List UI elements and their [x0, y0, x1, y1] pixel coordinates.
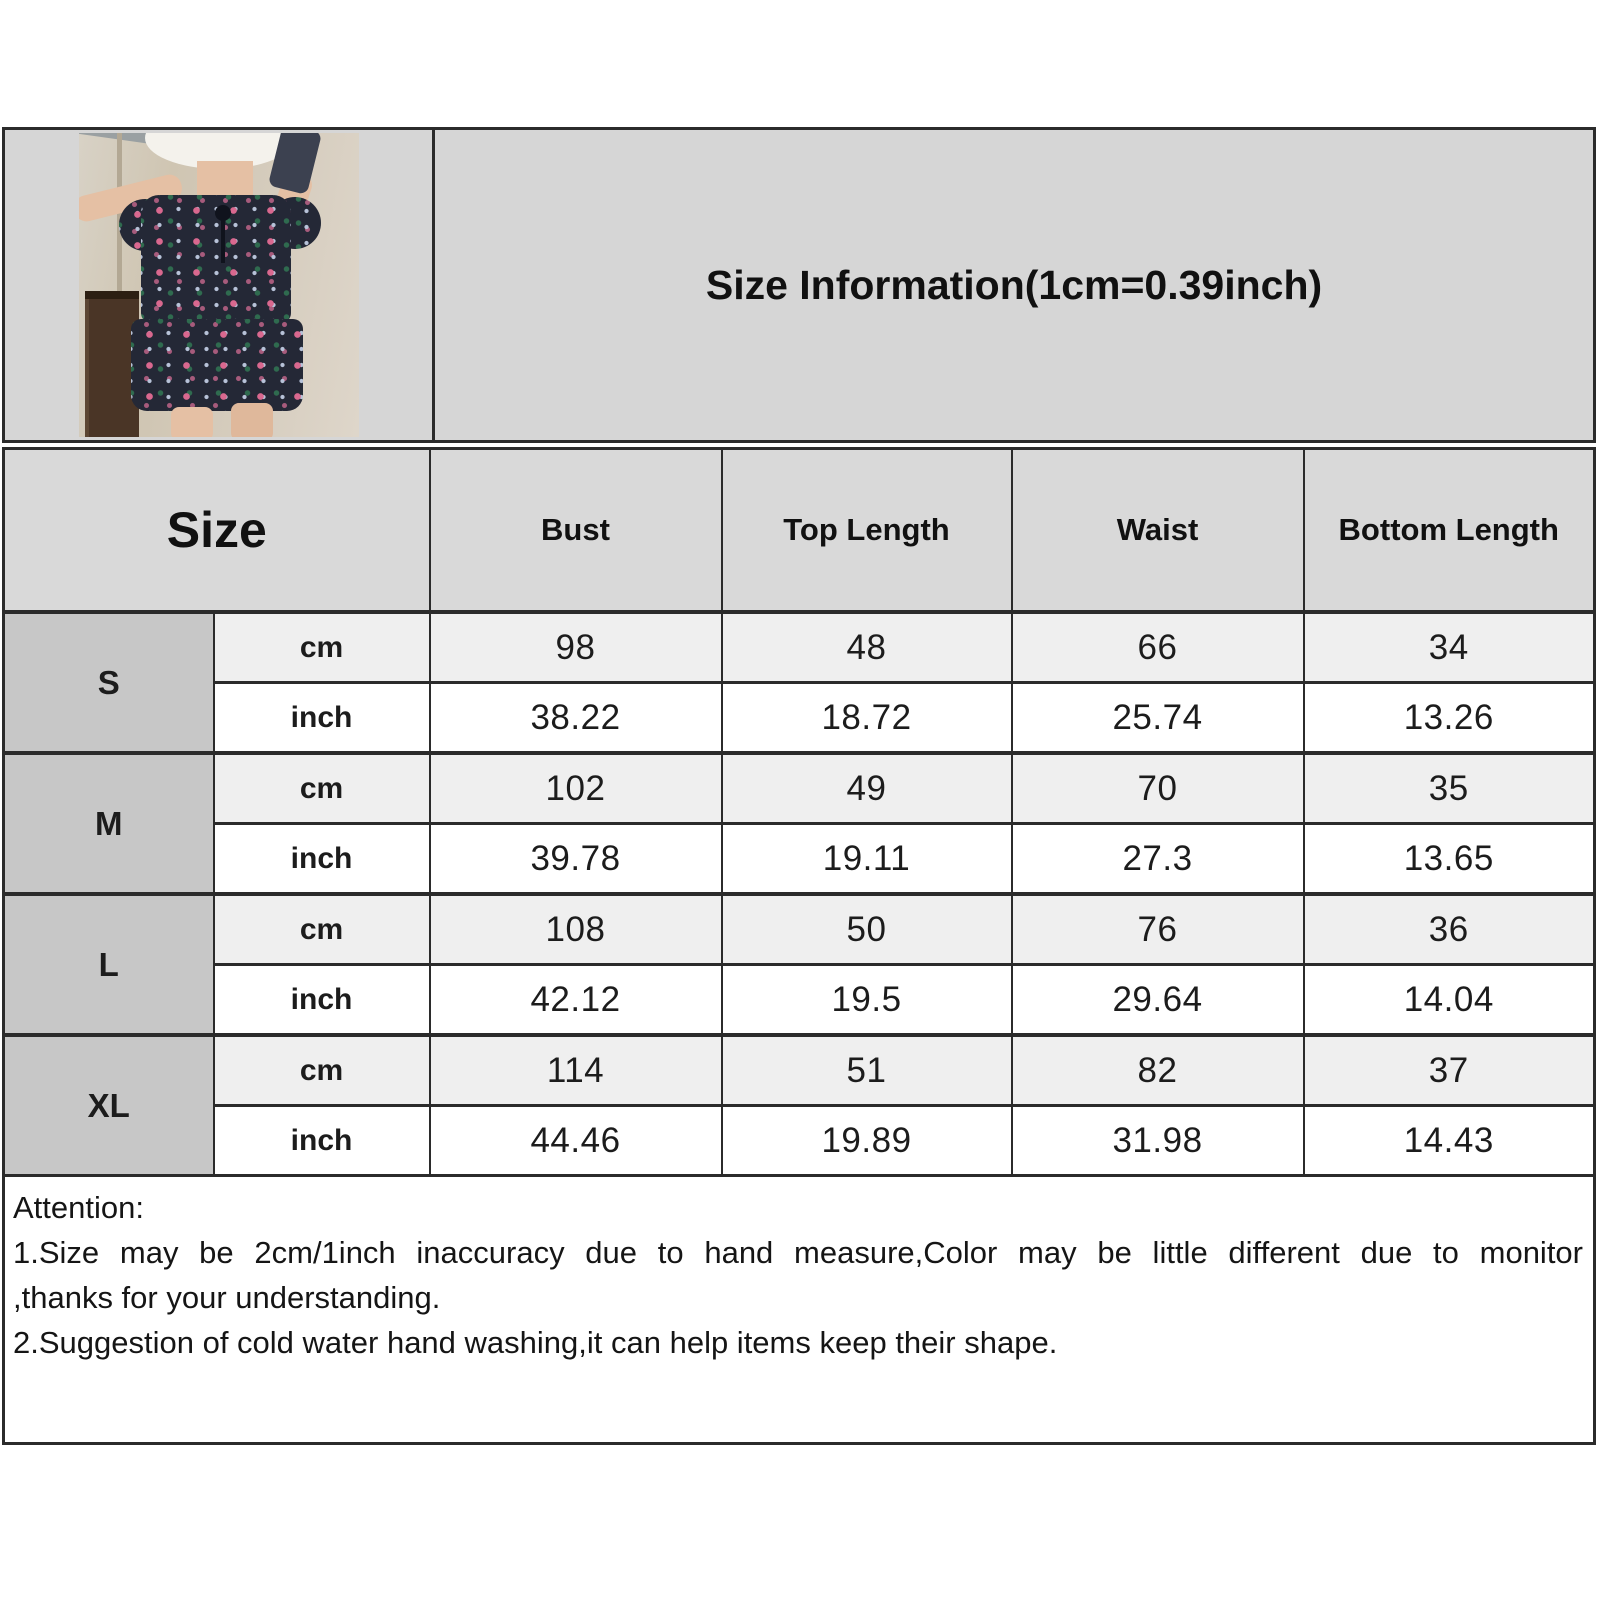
- value-cell: 102: [430, 753, 722, 824]
- unit-label: inch: [214, 824, 430, 895]
- unit-label: cm: [214, 894, 430, 965]
- value-cell: 44.46: [430, 1106, 722, 1176]
- column-header-bottom-length: Bottom Length: [1304, 449, 1595, 613]
- table-row: [4, 1035, 1595, 1106]
- tie-bow: [215, 205, 231, 221]
- photo-cell: [5, 130, 435, 440]
- unit-label: cm: [214, 753, 430, 824]
- value-cell: 27.3: [1012, 824, 1304, 895]
- model-left-leg: [171, 407, 213, 437]
- column-header-top-length: Top Length: [722, 449, 1012, 613]
- table-row: [4, 965, 1595, 1036]
- product-photo: [79, 133, 359, 437]
- value-cell: 19.11: [722, 824, 1012, 895]
- value-cell: 39.78: [430, 824, 722, 895]
- attention-heading: Attention:: [13, 1190, 144, 1225]
- value-cell: 108: [430, 894, 722, 965]
- value-cell: 34: [1304, 612, 1595, 683]
- table-row: [4, 612, 1595, 683]
- size-header: Size: [4, 449, 430, 613]
- value-cell: 31.98: [1012, 1106, 1304, 1176]
- table-header-row: [4, 449, 1595, 613]
- unit-label: inch: [214, 683, 430, 754]
- value-cell: 42.12: [430, 965, 722, 1036]
- attention-line-2: ,thanks for your understanding.: [13, 1280, 441, 1315]
- unit-label: inch: [214, 1106, 430, 1176]
- value-cell: 25.74: [1012, 683, 1304, 754]
- value-cell: 50: [722, 894, 1012, 965]
- value-cell: 98: [430, 612, 722, 683]
- size-label-l: L: [4, 894, 214, 1035]
- value-cell: 66: [1012, 612, 1304, 683]
- page-title: Size Information(1cm=0.39inch): [705, 261, 1323, 308]
- attention-note: [2, 1177, 1596, 1445]
- unit-label: cm: [214, 1035, 430, 1106]
- unit-label: inch: [214, 965, 430, 1036]
- value-cell: 14.43: [1304, 1106, 1595, 1176]
- table-row: [4, 824, 1595, 895]
- size-label-xl: XL: [4, 1035, 214, 1176]
- value-cell: 14.04: [1304, 965, 1595, 1036]
- value-cell: 51: [722, 1035, 1012, 1106]
- value-cell: 82: [1012, 1035, 1304, 1106]
- value-cell: 13.65: [1304, 824, 1595, 895]
- size-chart-sheet: [2, 127, 1596, 1445]
- attention-line-3: 2.Suggestion of cold water hand washing,it can help items keep their shape.: [13, 1325, 1058, 1360]
- value-cell: 114: [430, 1035, 722, 1106]
- unit-label: cm: [214, 612, 430, 683]
- value-cell: 35: [1304, 753, 1595, 824]
- table-row: [4, 753, 1595, 824]
- size-label-m: M: [4, 753, 214, 894]
- value-cell: 38.22: [430, 683, 722, 754]
- value-cell: 13.26: [1304, 683, 1595, 754]
- value-cell: 36: [1304, 894, 1595, 965]
- value-cell: 29.64: [1012, 965, 1304, 1036]
- column-header-bust: Bust: [430, 449, 722, 613]
- value-cell: 19.89: [722, 1106, 1012, 1176]
- table-row: [4, 1106, 1595, 1176]
- top-banner: [2, 127, 1596, 443]
- table-row: [4, 894, 1595, 965]
- pajama-shorts: [131, 319, 303, 411]
- value-cell: 49: [722, 753, 1012, 824]
- column-header-waist: Waist: [1012, 449, 1304, 613]
- value-cell: 18.72: [722, 683, 1012, 754]
- value-cell: 37: [1304, 1035, 1595, 1106]
- size-table: [2, 447, 1596, 1177]
- value-cell: 48: [722, 612, 1012, 683]
- model-right-leg: [231, 403, 273, 437]
- value-cell: 76: [1012, 894, 1304, 965]
- value-cell: 70: [1012, 753, 1304, 824]
- title-cell: [435, 130, 1593, 440]
- table-row: [4, 683, 1595, 754]
- value-cell: 19.5: [722, 965, 1012, 1036]
- attention-line-1: 1.Size may be 2cm/1inch inaccuracy due to hand measure,Color may be little different due to monitor: [13, 1235, 1583, 1270]
- size-label-s: S: [4, 612, 214, 753]
